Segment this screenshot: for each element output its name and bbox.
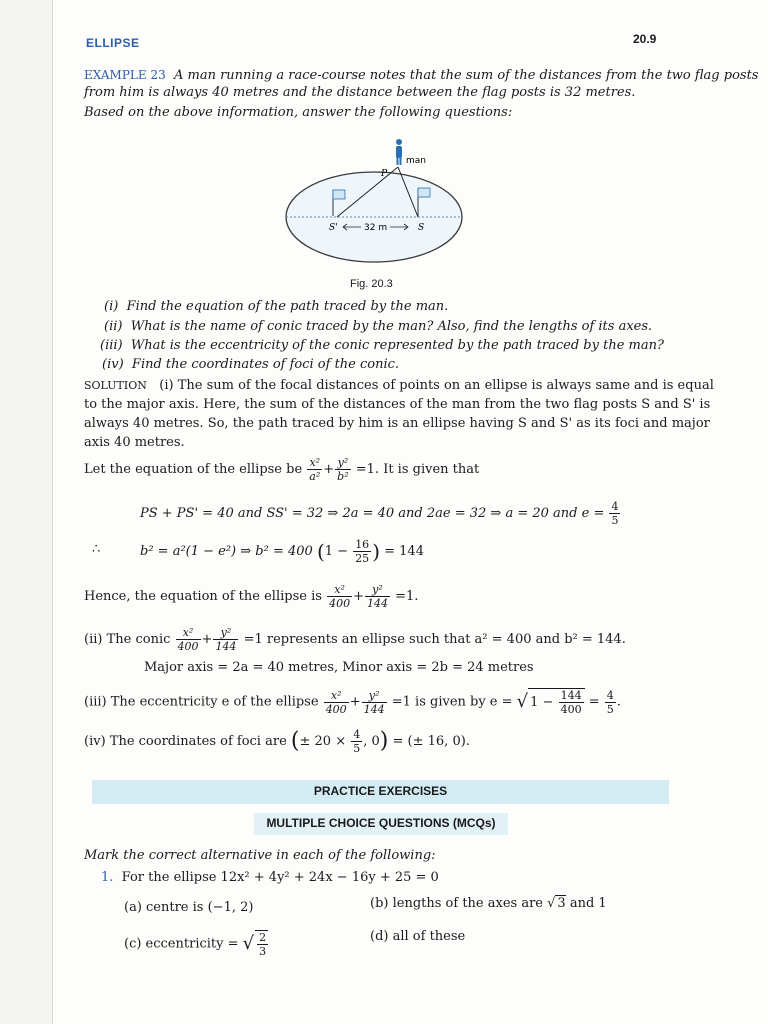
question-iv: (iv) Find the coordinates of foci of the conic. [102, 357, 400, 372]
chapter-title: ELLIPSE [86, 36, 140, 50]
e-fraction: $\frac{4}{5}$ [611, 500, 619, 527]
solution-line-3: always 40 metres. So, the path traced by him is an ellipse having S and S' as its foci and major [84, 416, 710, 431]
therefore-symbol: ∴ [92, 542, 101, 557]
mcq-title: MULTIPLE CHOICE QUESTIONS (MCQs) [266, 816, 496, 830]
solution-line-2: to the major axis. Here, the sum of the distances of the man from the two flag posts S and S' is [84, 397, 711, 412]
man-icon [396, 139, 402, 165]
focus-s-prime-label: S' [329, 223, 338, 233]
option-c: (c) eccentricity = √ $\frac{2}{3}$ [124, 931, 267, 958]
y2-over-144: $\frac{\text{y²}}{144}$ [366, 583, 388, 610]
question-i: (i) Find the equation of the path traced by the man. [104, 299, 449, 314]
solution-line-4: axis 40 metres. [84, 435, 185, 450]
question-ii: (ii) What is the name of conic traced by the man? Also, find the lengths of its axes. [104, 319, 653, 334]
practice-title: PRACTICE EXERCISES [313, 784, 448, 798]
example-text-2: from him is always 40 metres and the distance between the flag posts is 32 metres. [84, 85, 636, 100]
mcq-question-1: 1. For the ellipse 12x² + 4y² + 24x − 16y + 25 = 0 [101, 870, 439, 885]
example-text-3: Based on the above information, answer the following questions: [84, 105, 513, 120]
b2-derivation-line: b² = a²(1 − e²) ⇒ b² = 400 (1 − $\frac{16}{25}$ ) = 144 [140, 538, 424, 565]
x2-over-400: $\frac{\text{x²}}{400}$ [329, 583, 351, 610]
distance-label: 32 m [364, 223, 388, 233]
figure-caption: Fig. 20.3 [350, 278, 393, 290]
part-iii-line: (iii) The eccentricity e of the ellipse $\frac{\text{x²}}{400}$ + $\frac{\text{y²}}{144}$ =1 is given by e = √ 1 − $\frac{144}{400}$ = $\frac{4}{5}$ . [84, 688, 621, 716]
hence-equation-line: Hence, the equation of the ellipse is $\frac{\text{x²}}{400}$ + $\frac{\text{y²}}{144}$ =1. [84, 583, 419, 610]
mcq-instruction: Mark the correct alternative in each of the following: [84, 848, 436, 863]
part-ii-line: (ii) The conic $\frac{\text{x²}}{400}$ + $\frac{\text{y²}}{144}$ =1 represents an ellipse such that a² = 400 and b² = 144. [84, 626, 626, 653]
option-b: (b) lengths of the axes are √ 3 and 1 [370, 896, 607, 911]
given-values-line: PS + PS' = 40 and SS' = 32 ⇒ 2a = 40 and 2ae = 32 ⇒ a = 20 and e = $\frac{4}{5}$ [140, 500, 619, 527]
example-label: EXAMPLE 23 [84, 68, 166, 82]
option-a: (a) centre is (−1, 2) [124, 900, 254, 915]
example-line-1 [84, 66, 759, 85]
solution-label: SOLUTION [84, 379, 147, 392]
man-label: man [406, 156, 426, 166]
option-d: (d) all of these [370, 929, 466, 944]
part-iv-line: (iv) The coordinates of foci are (± 20 × $\frac{4}{5}$ , 0) = (± 16, 0). [84, 728, 470, 755]
sixteen-over-25: $\frac{16}{25}$ [355, 538, 370, 565]
focus-s-label: S [418, 223, 425, 233]
ellipse-equation-line: Let the equation of the ellipse be $\frac{\text{x²}}{\text{a²}}$ + $\frac{\text{y²}}{\text{b²}}$ =1. It is given that [84, 456, 480, 483]
page-number: 20.9 [633, 32, 657, 46]
question-iii: (iii) What is the eccentricity of the conic represented by the path traced by the man? [100, 338, 664, 353]
solution-line-1: SOLUTION (i) The sum of the focal distances of points on an ellipse is always same and is equal [84, 378, 714, 393]
y2-over-b2: $\frac{\text{y²}}{\text{b²}}$ [337, 456, 349, 483]
x2-over-a2: $\frac{\text{x²}}{\text{a²}}$ [309, 456, 321, 483]
point-p-label: P [381, 169, 388, 179]
axes-lengths-line: Major axis = 2a = 40 metres, Minor axis = 2b = 24 metres [144, 660, 534, 675]
ellipse-figure [270, 130, 490, 270]
example-text-1: A man running a race-course notes that the sum of the distances from the two flag posts [173, 68, 759, 83]
